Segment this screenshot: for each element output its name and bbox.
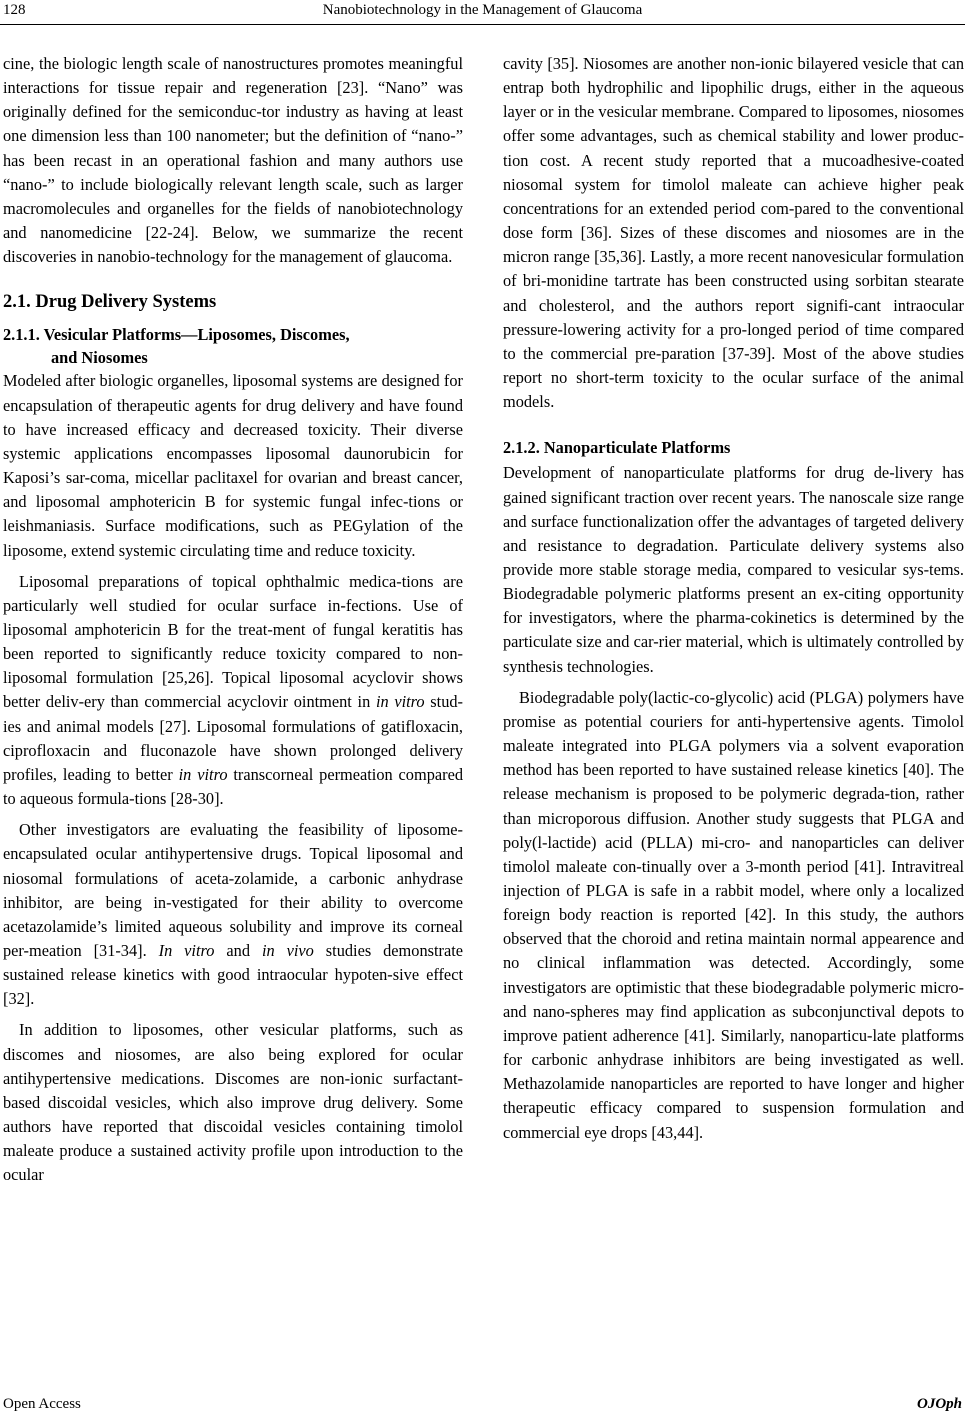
left-column	[3, 52, 463, 1188]
header-divider	[0, 24, 965, 25]
text-run: In addition to liposomes, other vesicular platforms, such as discomes and niosomes, are also being explored for ocular antihypertensive medications. Discomes are non-ionic surfactant-based discoidal vesicles, which also improve drug delivery. Some authors have reported that discoidal vesicles containing timolol maleate produce a sustained activity profile upon introduction to the ocular	[3, 1020, 463, 1185]
subsection-heading-line-1: 2.1.1. Vesicular Platforms—Liposomes, Discomes,	[3, 325, 350, 345]
paragraph-plga	[503, 686, 964, 1145]
subsection-heading-line-2: and Niosomes	[51, 348, 148, 368]
paragraph-liposomal-systems	[3, 369, 463, 562]
page-footer	[0, 1394, 965, 1414]
text-run: Other investigators are evaluating the feasibility of liposome-encapsulated ocular antihypertensive drugs. Topical liposomal and niosomal formulations of aceta-zolamide, a carbonic anhydrase inhibitor, are being in-vestigated for their ability to overcome acetazolamide’s limited aqueous solubility and improve its corneal per-meation [31-34].	[3, 820, 463, 960]
page-number: 128	[3, 2, 26, 18]
footer-open-access: Open Access	[3, 1396, 81, 1412]
italic-term: in vitro	[375, 692, 425, 712]
paragraph-niosomes	[503, 52, 964, 414]
text-run: Biodegradable poly(lactic-co-glycolic) acid (PLGA) polymers have promise as potential couriers for anti-hypertensive agents. Timolol maleate integrated into PLGA polymers via a solvent evaporation method has been reported to have sustained release kinetics [40]. The release mechanism is proposed to be polymeric degrada-tion, rather than microporous diffusion. Another study suggests that PLGA and poly(l-lactide) acid (PLLA) mi-cro- and nanoparticles can deliver timolol maleate con-tinually over a 3-month period [41]. Intravitreal injection of PLGA is safe in a rabbit model, where only a localized foreign body reaction is reported [42]. In this study, the authors observed that the choroid and retina maintain normal appearence and no clinical inflammation was detected. Accordingly, some investigators are optimistic that these biodegradable polymeric micro- and nano-spheres may find application as subconjunctival depots to improve patient adherence [41]. Similarly, nanoparticu-late platforms for carbonic anhydrase inhibitors are being investigated as well. Methazolamide nanoparticles are reported to have longer and higher therapeutic efficacy compared to suspension formulation and commercial eye drops [43,44].	[503, 687, 964, 1142]
section-heading-drug-delivery: 2.1. Drug Delivery Systems	[3, 292, 217, 313]
running-title: Nanobiotechnology in the Management of Glaucoma	[322, 2, 643, 18]
text-run: and	[214, 941, 262, 960]
text-run: Modeled after biologic organelles, liposomal systems are designed for encapsulation of therapeutic agents for drug delivery and have found to have increased efficacy and decreased toxicity. Their diverse systemic applications encompasses liposomal daunorubicin for Kaposi’s sar-coma, micellar paclitaxel for ovarian and breast cancer, and liposomal amphotericin B for systemic fungal infec-tions or leishmaniasis. Surface modifications, such as PEGylation of the liposome, extend systemic circulating time and reduce toxicity.	[3, 371, 463, 560]
italic-term: In vitro	[158, 941, 215, 960]
paragraph-topical-liposomal	[3, 570, 463, 812]
text-run: studies demonstrate sustained release kinetics with good intraocular hypoten-sive effect [32].	[3, 941, 464, 1009]
text-run: transcorneal permeation compared to aqueous formula-tions [28-30].	[3, 764, 463, 809]
text-run: Liposomal preparations of topical ophthalmic medica-tions are particularly well studied for ocular surface in-fections. Use of liposomal amphotericin B for the treat-ment of fungal keratitis has been reported to significantly reduce toxicity compared to non-liposomal formulation [25,26]. Topical liposomal acyclovir shows better deliv-ery than commercial acyclovir ointment in	[3, 571, 463, 712]
paragraph-intro	[3, 52, 463, 269]
paragraph-discomes	[3, 1018, 463, 1187]
italic-term: in vivo	[261, 941, 314, 960]
text-run: cavity [35]. Niosomes are another non-ionic bilayered vesicle that can entrap both hydrophilic and lipophilic drugs, either in the aqueous layer or in the vesicular membrane. Compared to liposomes, niosomes offer some advantages, such as chemical stability and lower produc-tion cost. A recent study reported that a mucoadhesive-coated niosomal system for timolol maleate can achieve higher peak concentrations for an extended period com-pared to the conventional dose form [36]. Sizes of these discomes and niosomes are in the micron range [35,36]. Lastly, a more recent nanovesicular formulation of bri-monidine tartrate has been constructed using sorbitan stearate and cholesterol, and the authors report signifi-cant intraocular pressure-lowering activity for a pro-longed period of time compared to the commercial pre-paration [37-39]. Most of the above studies report no short-term toxicity to the ocular surface of the animal models.	[503, 54, 964, 412]
text-run: stud-ies and animal models [27]. Liposomal formulations of gatifloxacin, ciprofloxacin and fluconazole have shown prolonged delivery profiles, leading to better	[3, 692, 463, 784]
paragraph-nanoparticulate-development	[503, 461, 964, 678]
paragraph-other-investigators	[3, 818, 463, 1011]
footer-journal-abbrev: OJOph	[916, 1396, 962, 1412]
subsection-heading-vesicular	[3, 323, 463, 369]
italic-term: in vitro	[178, 764, 228, 784]
right-column	[503, 52, 964, 1145]
text-run: Development of nanoparticulate platforms for drug de-livery has gained significant traction over recent years. The nanoscale size range and surface functionalization offer the advantages of targeted delivery and resistance to degradation. Particulate delivery systems also provide more stable storage media, compared to vesicular sys-tems. Biodegradable polymeric platforms present an ex-citing opportunity for investigators, where the pharma-cokinetics is determined by the particulate size and car-rier material, which is ultimately controlled by synthesis technologies.	[503, 463, 964, 676]
subsection-heading-nanoparticulate: 2.1.2. Nanoparticulate Platforms	[503, 438, 731, 458]
text-run: cine, the biologic length scale of nanostructures promotes meaningful interactions for tissue repair and regeneration [23]. “Nano” was originally defined for the semiconduc-tor industry as having at least one dimension less than 100 nanometer; but the definition of “nano-” has been recast in an operational fashion and many authors use “nano-” to include biologically relevant length scale, such as larger macromolecules and organelles for the fields of nanobiotechnology and nanomedicine [22-24]. Below, we summarize the recent discoveries in nanobio-technology for the management of glaucoma.	[3, 54, 463, 267]
running-header	[0, 0, 965, 22]
